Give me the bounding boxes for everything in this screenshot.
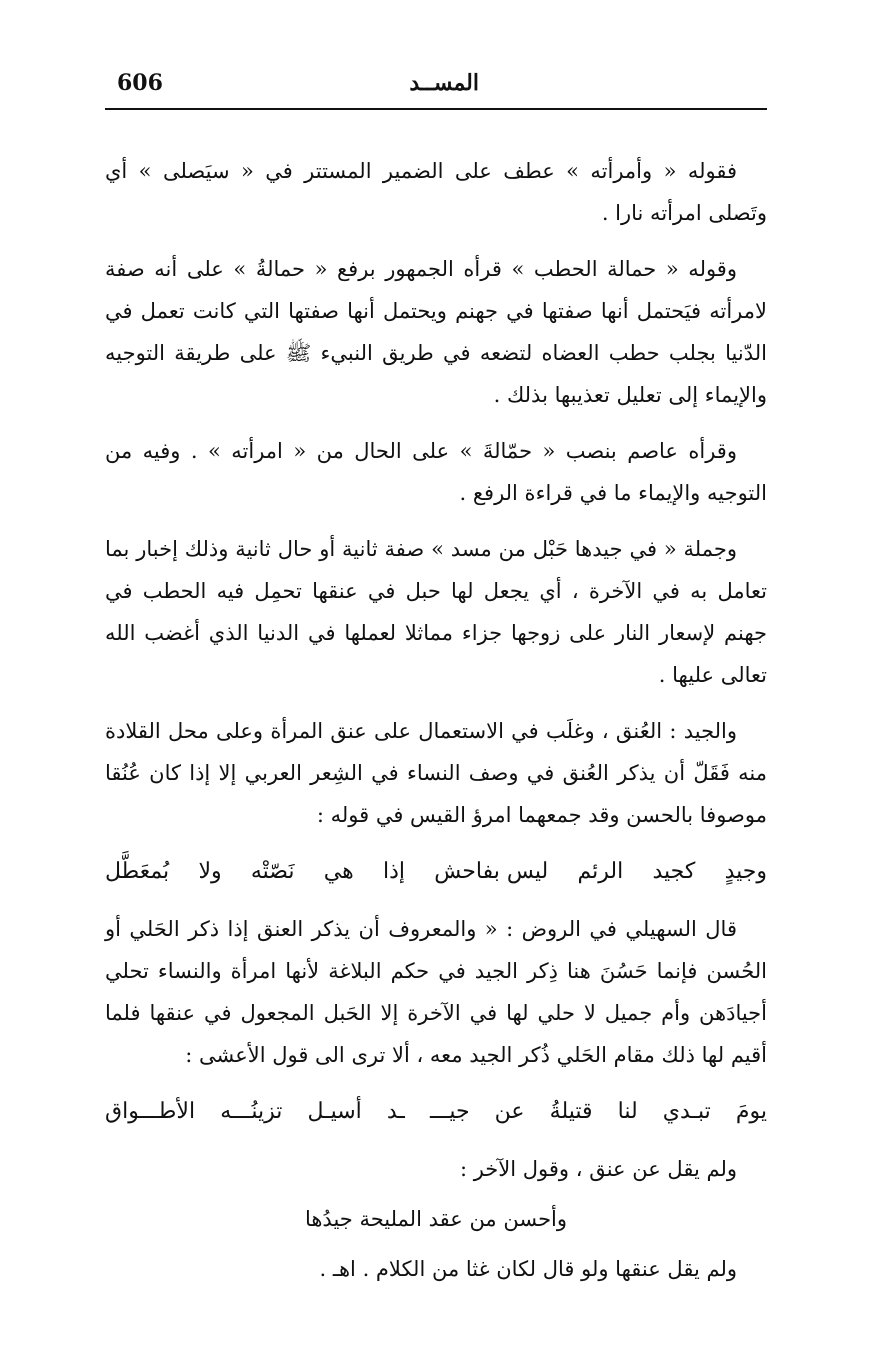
header-rule [105,108,767,110]
verse-word: وجيدٍ [724,859,767,884]
page-header [105,68,767,110]
verse-word: إذا [382,859,405,884]
verse-word: قتيلةُ [549,1099,593,1124]
verse-word: لنا [617,1099,638,1124]
running-title: المســد [409,70,479,96]
verse-word: أسيـل [307,1099,362,1124]
verse-word: الرئم [577,859,624,884]
page-body [105,150,767,1298]
verse-word: ولا [198,859,222,884]
verse-word: نَصّتْه [250,859,295,884]
verse-word: ـد [386,1099,405,1124]
poetry-verse-1 [105,850,767,894]
verse-word: الأطـــواق [105,1099,196,1124]
verse-word: تزينُـــه [220,1099,283,1124]
paragraph-3: وقرأه عاصم بنصب « حمّالةَ » على الحال من « امرأته » . وفيه من التوجيه والإيماء ما في قراءة الرفع . [105,439,767,505]
verse-word: كجيد [652,859,696,884]
verse-word: عن [494,1099,525,1124]
paragraph-4: وجملة « في جيدها حَبْل من مسد » صفة ثانية أو حال ثانية وذلك إخبار بما تعامل به في الآخرة ، أي يجعل لها حبل في عنقها تحمِل فيه الحطب في جهنم لإسعار النار على زوجها جزاء مماثلا لعملها في الدنيا الذي أغضب الله تعالى عليها . [105,537,767,687]
poetry-verse-2 [105,1090,767,1134]
verse-word: ليس بفاحش [434,859,549,884]
verse-word: يومَ [735,1099,767,1124]
verse-word: بُمعَطَّل [105,859,170,884]
paragraph-5: والجيد : العُنق ، وغلَب في الاستعمال على عنق المرأة وعلى محل القلادة منه فَقَلّ أن يذكر العُنق في وصف النساء في الشِعر العربي إلا إذا كان عُنُقا موصوفا بالحسن وقد جمعهما امرؤ القيس في قوله : [105,719,767,827]
paragraph-1: فقوله « وأمرأته » عطف على الضمير المستتر في « سيَصلى » أي وتَصلى امرأته نارا . [105,159,767,225]
verse-word: جيـــ [429,1099,470,1124]
verse-word: تبـدي [662,1099,711,1124]
text-line-7: ولم يقل عن عنق ، وقول الآخر : [459,1157,737,1181]
quoted-verse-line: وأحسن من عقد المليحة جيدُها [304,1207,568,1231]
text-line-9: ولم يقل عنقها ولو قال لكان غثا من الكلام . اهـ . [319,1257,737,1281]
paragraph-6: قال السهيلي في الروض : « والمعروف أن يذكر العنق إذا ذكر الحَلي أو الحُسن فإنما حَسُنَ هنا ذِكر الجيد في حكم البلاغة لأنها امرأة والنساء تحلي أجيادَهن وأم جميل لا حلي لها في الآخرة إلا الحَبل المجعول في عنقها فلما أقيم لها ذلك مقام الحَلي ذُكر الجيد معه ، ألا ترى الى قول الأعشى : [105,917,767,1067]
paragraph-2: وقوله « حمالة الحطب » قرأه الجمهور برفع « حمالةُ » على أنه صفة لامرأته فيَحتمل أنها صفتها في جهنم ويحتمل أنها صفتها التي كانت تعمل في الدّنيا بجلب حطب العضاه لتضعه في طريق النبيء ﷺ على طريقة التوجيه والإيماء إلى تعليل تعذيبها بذلك . [105,257,767,407]
verse-word: هي [323,859,354,884]
page-number: 606 [117,70,163,96]
